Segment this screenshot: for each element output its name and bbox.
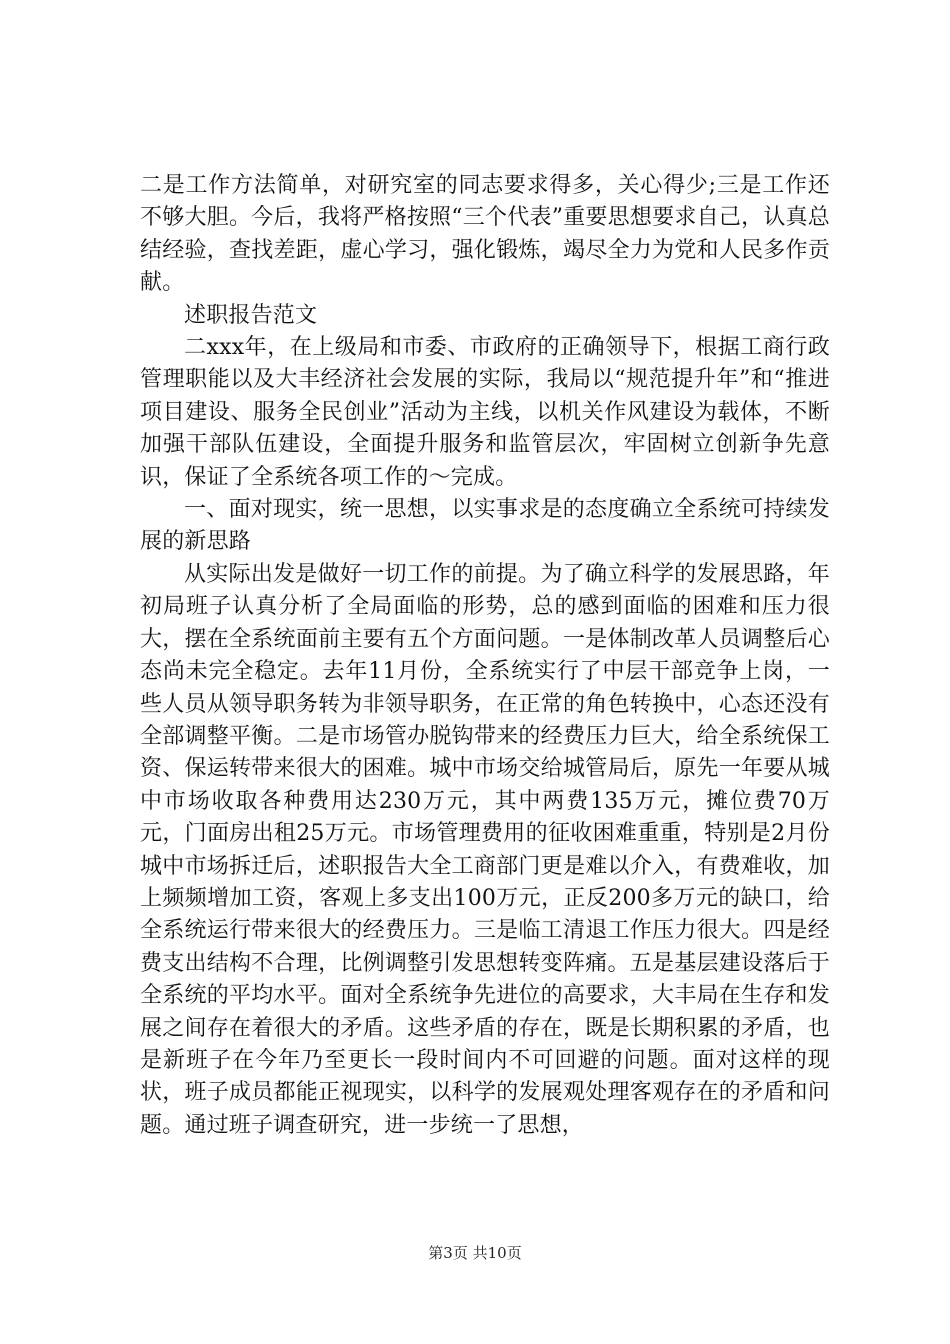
- paragraph-intro: 二xxx年，在上级局和市委、市政府的正确领导下，根据工商行政管理职能以及大丰经济社会发展的实际，我局以“规范提升年”和“推进项目建设、服务全民创业”活动为主线，以机关作风建设为载体，不断加强干部队伍建设，全面提升服务和监管层次，牢固树立创新争先意识，保证了全系统各项工作的～完成。: [140, 335, 830, 490]
- page-number-footer: 第3页 共10页: [428, 1244, 522, 1262]
- section-heading: 述职报告范文: [184, 302, 318, 328]
- section-subheading: 一、面对现实，统一思想，以实事求是的态度确立全系统可持续发展的新思路: [140, 497, 830, 555]
- paragraph-continuation: 二是工作方法简单，对研究室的同志要求得多，关心得少;三是工作还不够大胆。今后，我将严格按照“三个代表”重要思想要求自己，认真总结经验，查找差距，虚心学习，强化锻炼，竭尽全力为党和人民多作贡献。: [140, 173, 830, 296]
- paragraph-body: 从实际出发是做好一切工作的前提。为了确立科学的发展思路，年初局班子认真分析了全局面临的形势，总的感到面临的困难和压力很大，摆在全系统面前主要有五个方面问题。一是体制改革人员调整后心态尚未完全稳定。去年11月份，全系统实行了中层干部竞争上岗，一些人员从领导职务转为非领导职务，在正常的角色转换中，心态还没有全部调整平衡。二是市场管办脱钩带来的经费压力巨大，给全系统保工资、保运转带来很大的困难。城中市场交给城管局后，原先一年要从城中市场收取各种费用达230万元，其中两费135万元，摊位费70万元，门面房出租25万元。市场管理费用的征收困难重重，特别是2月份城中市场拆迁后，述职报告大全工商部门更是难以介入，有费难收，加上频频增加工资，客观上多支出100万元，正反200多万元的缺口，给全系统运行带来很大的经费压力。三是临工清退工作压力很大。四是经费支出结构不合理，比例调整引发思想转变阵痛。五是基层建设落后于全系统的平均水平。面对全系统争先进位的高要求，大丰局在生存和发展之间存在着很大的矛盾。这些矛盾的存在，既是长期积累的矛盾，也是新班子在今年乃至更长一段时间内不可回避的问题。面对这样的现状，班子成员都能正视现实，以科学的发展观处理客观存在的矛盾和问题。通过班子调查研究，进一步统一了思想，: [140, 561, 830, 1138]
- document-body: [140, 170, 830, 1142]
